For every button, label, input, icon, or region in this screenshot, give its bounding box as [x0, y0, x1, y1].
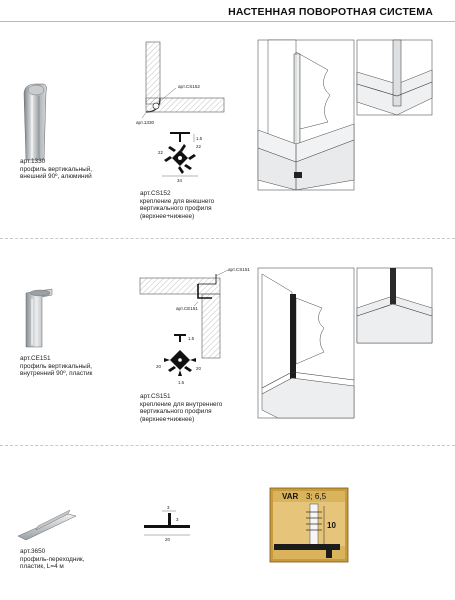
dimension-label: 1.5: [196, 136, 203, 141]
var-installation-diagram: [270, 488, 348, 562]
part-label: арт.CS151: [228, 267, 250, 272]
var-label: VAR: [282, 492, 299, 501]
bracket-cs151-caption: [140, 393, 222, 423]
bracket-cs152-caption: [140, 190, 214, 220]
part-label: арт.CS152: [178, 84, 200, 89]
article-label: арт.CS152: [140, 190, 171, 197]
external-corner-drawing: [136, 40, 230, 125]
var-values: 3; 6,5: [306, 492, 327, 501]
profile-1330-image: [14, 80, 59, 160]
page-header: [0, 0, 455, 26]
article-label: арт.CE151: [20, 355, 51, 362]
description-line: пластик, L=4 м: [20, 563, 64, 571]
external-corner-detail: [357, 40, 432, 115]
description-line: профиль вертикальный,: [20, 165, 93, 173]
dimension-label: 1.5: [188, 336, 195, 341]
dimension-label: 20: [165, 537, 170, 542]
dimension-label: 20: [196, 366, 201, 371]
article-label: арт.CS151: [140, 393, 171, 400]
description-line: вертикального профиля: [140, 205, 212, 213]
var-height-label: 10: [327, 521, 336, 530]
dimension-label: 34: [177, 178, 182, 183]
profile-ce151-image: [14, 287, 64, 347]
product-3650-caption: [20, 548, 85, 571]
external-corner-perspective: [258, 40, 354, 190]
section-divider: [0, 238, 455, 239]
dimension-label: 1.5: [178, 380, 185, 385]
description-line: (верхнее+нижнее): [140, 212, 195, 220]
header-rule: [0, 21, 455, 22]
dimension-label: 3: [176, 517, 179, 522]
part-label: арт.CE151: [176, 306, 198, 311]
dimension-label: 22: [196, 144, 201, 149]
profile-3650-image: [16, 502, 78, 542]
part-label: арт.1330: [136, 120, 155, 125]
bracket-cs151-drawing: [150, 328, 210, 388]
article-label: арт.1330: [20, 158, 46, 165]
internal-corner-detail: [357, 268, 432, 343]
description-line: (верхнее+нижнее): [140, 415, 195, 423]
bracket-cs152-drawing: [150, 128, 210, 188]
description-line: крепление для внутреннего: [140, 400, 223, 408]
article-label: арт.3650: [20, 548, 46, 555]
dimension-label: 3: [167, 505, 170, 510]
product-ce151-caption: [20, 355, 92, 378]
dimension-label: 22: [158, 150, 163, 155]
description-line: крепление для внешнего: [140, 197, 215, 205]
dimension-label: 20: [156, 364, 161, 369]
product-1330-caption: [20, 158, 92, 181]
page-title: НАСТЕННАЯ ПОВОРОТНАЯ СИСТЕМА: [228, 6, 433, 18]
description-line: вертикального профиля: [140, 408, 212, 416]
description-line: профиль вертикальный,: [20, 362, 93, 370]
description-line: внешний 90º, алюминий: [20, 173, 92, 181]
description-line: профиль-переходник,: [20, 555, 85, 563]
section-divider: [0, 445, 455, 446]
internal-corner-perspective: [258, 268, 354, 418]
profile-3650-section: [140, 505, 195, 545]
description-line: внутренний 90º, пластик: [20, 370, 93, 378]
